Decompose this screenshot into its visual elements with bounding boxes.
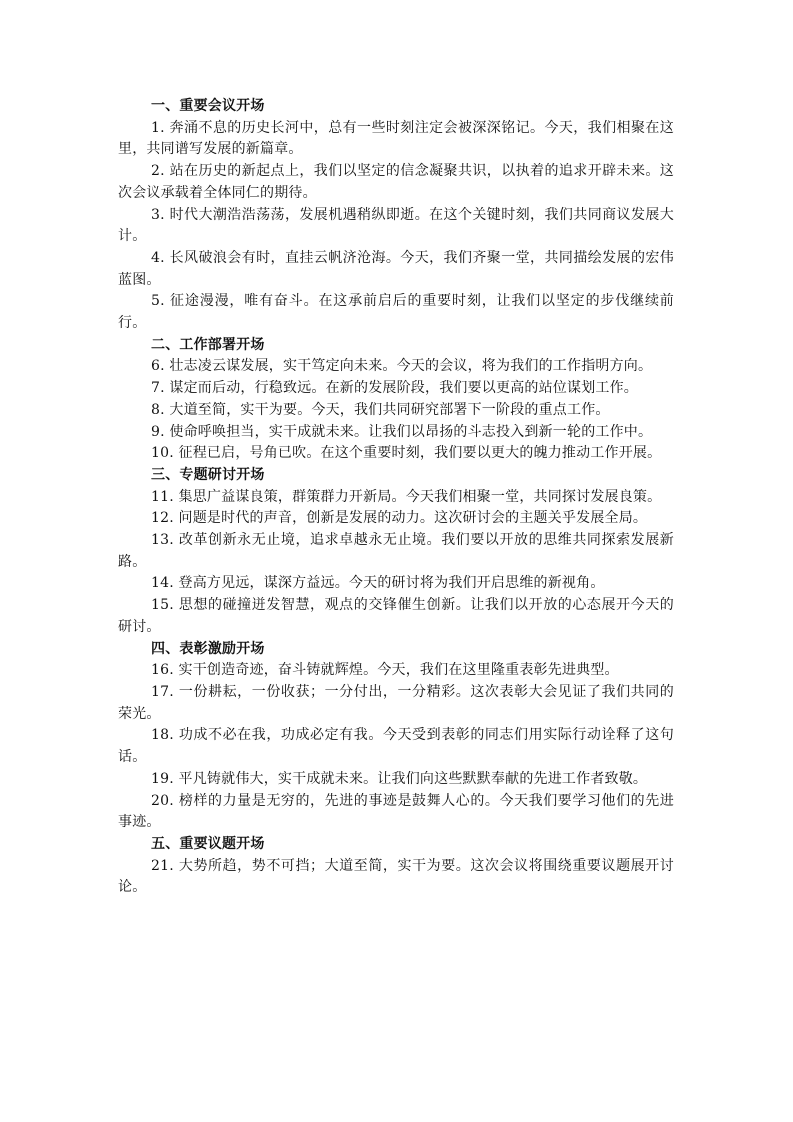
paragraph: 19. 平凡铸就伟大，实干成就未来。让我们向这些默默奉献的先进工作者致敬。 [151,770,648,787]
paragraph: 17. 一份耕耘，一份收获；一分付出，一分精彩。这次表彰大会见证了我们共同的荣光。 [118,683,674,722]
section-heading: 四、表彰激励开场 [151,640,265,657]
paragraph: 3. 时代大潮浩浩荡荡，发展机遇稍纵即逝。在这个关键时刻，我们共同商议发展大计。 [118,206,674,245]
paragraph: 8. 大道至简，实干为要。今天，我们共同研究部署下一阶段的重点工作。 [151,401,610,418]
paragraph: 9. 使命呼唤担当，实干成就未来。让我们以昂扬的斗志投入到新一轮的工作中。 [151,423,653,440]
paragraph: 15. 思想的碰撞迸发智慧，观点的交锋催生创新。让我们以开放的心态展开今天的研讨。 [118,597,674,635]
section-commendation-opening [118,639,674,834]
section-heading: 二、工作部署开场 [151,336,265,353]
paragraph: 12. 问题是时代的声音，创新是发展的动力。这次研讨会的主题关乎发展全局。 [151,510,648,527]
paragraph: 5. 征途漫漫，唯有奋斗。在这承前启后的重要时刻，让我们以坚定的步伐继续前行。 [118,293,674,332]
paragraph: 2. 站在历史的新起点上，我们以坚定的信念凝聚共识，以执着的追求开辟未来。这次会议承载着全体同仁的期待。 [118,163,674,201]
paragraph: 20. 榜样的力量是无穷的，先进的事迹是鼓舞人心的。今天我们要学习他们的先进事迹。 [118,792,674,831]
section-heading: 三、专题研讨开场 [151,466,265,483]
paragraph: 4. 长风破浪会有时，直挂云帆济沧海。今天，我们齐聚一堂，共同描绘发展的宏伟蓝图。 [118,249,674,288]
paragraph: 7. 谋定而后动，行稳致远。在新的发展阶段，我们要以更高的站位谋划工作。 [151,380,639,397]
section-heading: 五、重要议题开场 [151,835,265,852]
section-seminar-opening [118,465,674,639]
paragraph: 21. 大势所趋，势不可挡；大道至简，实干为要。这次会议将围绕重要议题展开讨论。 [118,857,674,896]
paragraph: 13. 改革创新永无止境，追求卓越永无止境。我们要以开放的思维共同探索发展新路。 [118,532,674,570]
paragraph: 18. 功成不必在我，功成必定有我。今天受到表彰的同志们用实际行动诠释了这句话。 [118,727,674,766]
paragraph: 16. 实干创造奇迹，奋斗铸就辉煌。今天，我们在这里隆重表彰先进典型。 [151,662,619,679]
paragraph: 1. 奔涌不息的历史长河中，总有一些时刻注定会被深深铭记。今天，我们相聚在这里，共同谱写发展的新篇章。 [118,119,674,158]
section-work-deployment [118,335,674,465]
section-key-topic-opening [118,834,674,899]
document-body [118,96,674,899]
section-meeting-opening [118,96,674,335]
paragraph: 14. 登高方见远，谋深方益远。今天的研讨将为我们开启思维的新视角。 [151,575,605,592]
section-heading: 一、重要会议开场 [151,98,265,114]
paragraph: 11. 集思广益谋良策，群策群力开新局。今天我们相聚一堂，共同探讨发展良策。 [151,488,662,505]
paragraph: 6. 壮志凌云谋发展，实干笃定向未来。今天的会议，将为我们的工作指明方向。 [151,358,653,375]
paragraph: 10. 征程已启，号角已吹。在这个重要时刻，我们要以更大的魄力推动工作开展。 [151,445,662,462]
